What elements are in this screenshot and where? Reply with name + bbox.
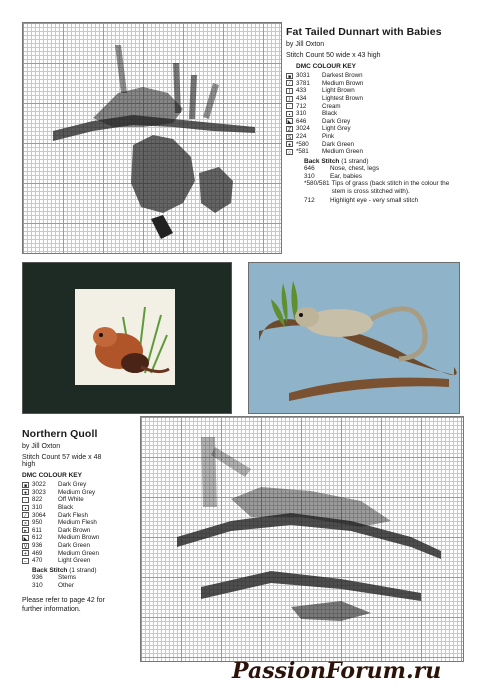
symbol-s-icon: S	[287, 134, 292, 141]
quoll-framed-photo	[248, 262, 460, 414]
colour-key-row: ◣ 612 Medium Brown	[23, 534, 100, 542]
symbol-triangle-icon: ◣	[23, 535, 28, 542]
quoll-title: Northern Quoll	[22, 428, 98, 440]
quoll-author: by Jill Oxton	[22, 443, 61, 450]
quoll-stitch-count: Stitch Count 57 wide x 48 high	[22, 454, 102, 468]
quoll-key-title: DMC COLOUR KEY	[22, 472, 82, 479]
colour-key-row: × 950 Medium Flesh	[22, 519, 152, 527]
dunnart-stitched-picture	[75, 289, 175, 385]
dunnart-stitch-count: Stitch Count 50 wide x 43 high	[286, 52, 381, 59]
colour-key-row: ● 3023 Medium Grey	[23, 488, 96, 497]
dunnart-colour-key	[286, 72, 476, 156]
colour-key-row: / 434 Lightest Brown	[286, 95, 476, 103]
symbol-small-square-icon: ▪	[22, 505, 29, 511]
colour-key-row: I 433 Light Brown	[286, 87, 476, 95]
symbol-cross-icon: ×	[22, 520, 29, 526]
colour-key-row: ▪ 310 Black	[22, 504, 152, 512]
symbol-slash-icon: /	[286, 96, 293, 102]
colour-key-row: V 936 Dark Green	[23, 542, 90, 550]
symbol-z-icon: Z	[287, 126, 292, 133]
colour-key-row: ◣ 646 Dark Grey	[287, 117, 351, 126]
dunnart-title: Fat Tailed Dunnart with Babies	[286, 26, 442, 38]
dunnart-chart-grid	[22, 22, 282, 254]
symbol-slash-icon: ⁄	[286, 80, 293, 86]
colour-key-row: ■ 3031 Darkest Brown	[287, 72, 363, 80]
symbol-square-icon: ■	[287, 73, 292, 80]
colour-key-row: ⁄ 3064 Dark Flesh	[22, 511, 152, 519]
dunnart-framed-photo	[22, 262, 232, 414]
colour-key-row: · 822 Off White	[22, 496, 152, 504]
dunnart-info	[286, 26, 476, 204]
quoll-back-stitch: Back Stitch (1 strand) 936 Stems 310 Other	[32, 566, 97, 589]
symbol-plus-icon: +	[22, 550, 29, 556]
colour-key-row: ▪ 310 Black	[286, 110, 476, 118]
dunnart-author: by Jill Oxton	[286, 41, 325, 48]
quoll-stitched-picture	[249, 263, 459, 413]
symbol-v-icon: V	[23, 543, 28, 550]
dunnart-key-title: DMC COLOUR KEY	[296, 63, 356, 70]
quoll-chart-grid	[140, 416, 464, 662]
symbol-filled-circle-icon: ●	[23, 490, 28, 497]
symbol-triangle-icon: ◣	[287, 119, 292, 126]
quoll-colour-key	[22, 481, 152, 565]
dunnart-chart-motif	[23, 23, 281, 253]
colour-key-row: ● *580 Dark Green	[287, 140, 354, 149]
symbol-filled-circle-icon: ●	[287, 142, 292, 149]
symbol-arrow-icon: ▸	[22, 527, 29, 533]
colour-key-row: ■ 3022 Dark Grey	[23, 481, 87, 489]
symbol-open-circle-icon: ○	[287, 149, 292, 156]
quoll-note: Please refer to page 42 for further information.	[22, 597, 105, 613]
symbol-square-icon: ■	[23, 482, 28, 489]
quoll-chart-motif	[141, 417, 463, 661]
symbol-dot-icon: ·	[22, 497, 29, 503]
symbol-slash-icon: ⁄	[22, 512, 29, 518]
colour-key-row: − 470 Light Green	[22, 557, 152, 565]
watermark: PassionForum.ru	[232, 658, 442, 684]
quoll-info	[22, 428, 152, 614]
symbol-bar-icon: I	[286, 88, 293, 94]
colour-key-row: + 469 Medium Green	[22, 549, 152, 557]
symbol-dot-icon: ·	[286, 103, 293, 109]
symbol-minus-icon: −	[22, 558, 29, 564]
colour-key-row: S 224 Pink	[287, 133, 335, 141]
colour-key-row: ▸ 611 Dark Brown	[22, 527, 152, 535]
colour-key-row: · 712 Cream	[286, 102, 476, 110]
colour-key-row: ⁄ 3781 Medium Brown	[286, 80, 476, 88]
dunnart-back-stitch: Back Stitch (1 strand) 646 Nose, chest, legs 310 Ear, babies *580/581 Tips of grass (back stitch in the colour the stem is cross stitched with). 712 Highlight eye - very small stitch	[304, 157, 450, 204]
colour-key-row: Z 3024 Light Grey	[287, 125, 351, 133]
symbol-small-square-icon: ▪	[286, 111, 293, 117]
colour-key-row: ○ *581 Medium Green	[287, 148, 363, 156]
